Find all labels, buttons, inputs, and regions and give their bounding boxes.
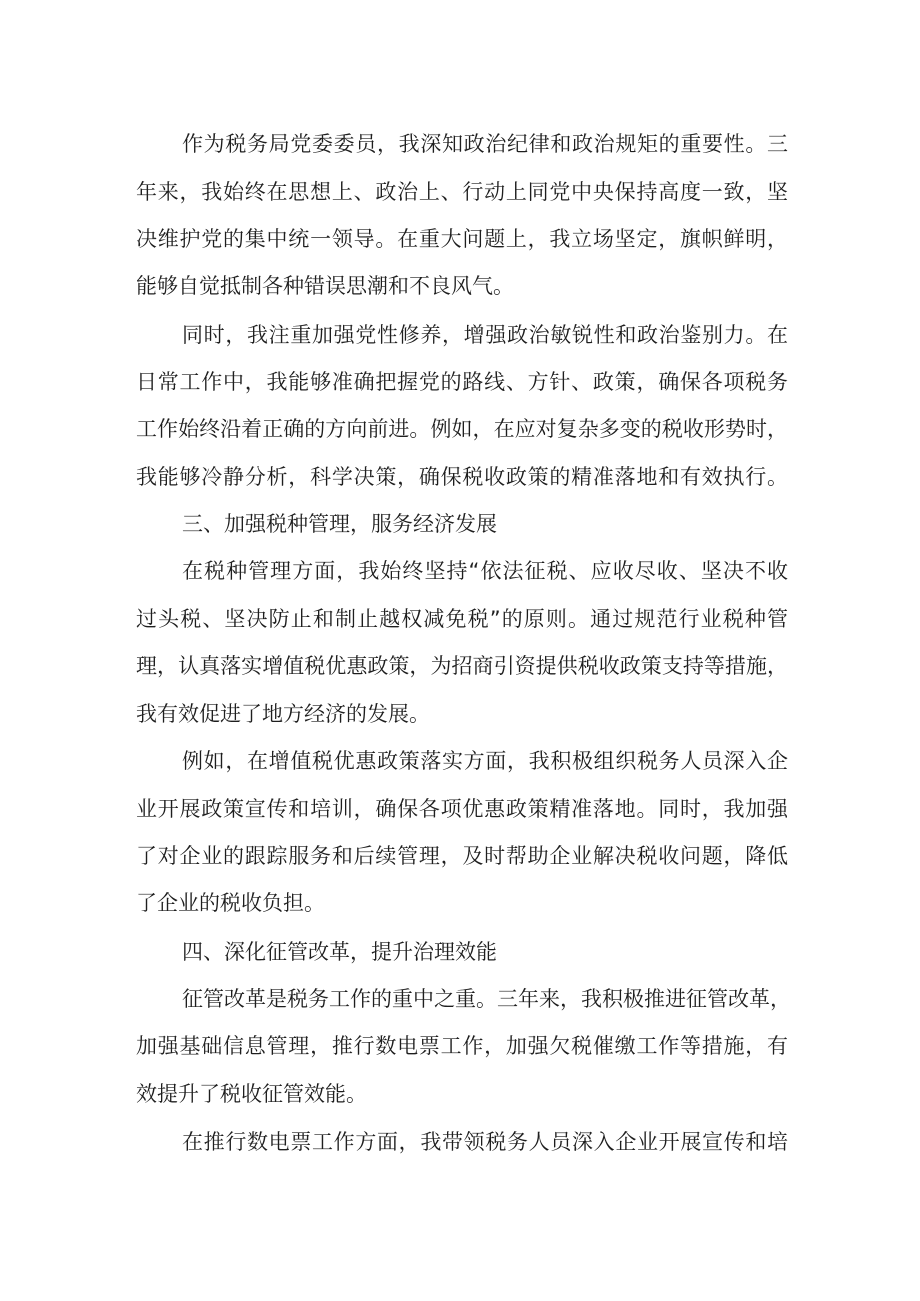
paragraph-line: 我能够冷静分析，科学决策，确保税收政策的精准落地和有效执行。 [136,465,788,489]
paragraph-line: 了企业的税收负担。 [136,891,325,915]
paragraph-line: 决维护党的集中统一领导。在重大问题上，我立场坚定，旗帜鲜明， [136,227,788,251]
paragraph-line: 理，认真落实增值税优惠政策，为招商引资提供税收政策支持等措施， [136,654,788,678]
paragraph-line: 年来，我始终在思想上、政治上、行动上同党中央保持高度一致，坚 [136,180,788,204]
paragraph-line: 在税种管理方面，我始终坚持“依法征税、应收尽收、坚决不收 [182,559,788,583]
paragraph-line: 过头税、坚决防止和制止越权减免税”的原则。通过规范行业税种管 [136,607,788,631]
paragraph-line: 同时，我注重加强党性修养，增强政治敏锐性和政治鉴别力。在 [182,323,788,347]
paragraph-line: 在推行数电票工作方面，我带领税务人员深入企业开展宣传和培 [182,1130,788,1154]
paragraph-line: 能够自觉抵制各种错误思潮和不良风气。 [136,274,514,298]
paragraph-line: 我有效促进了地方经济的发展。 [136,702,430,726]
paragraph-line: 了对企业的跟踪服务和后续管理，及时帮助企业解决税收问题，降低 [136,844,788,868]
paragraph-line: 效提升了税收征管效能。 [136,1082,367,1106]
paragraph-line: 作为税务局党委委员，我深知政治纪律和政治规矩的重要性。三 [182,132,788,156]
paragraph-line: 业开展政策宣传和培训，确保各项优惠政策精准落地。同时，我加强 [136,797,788,821]
section-heading: 三、加强税种管理，服务经济发展 [182,512,497,536]
section-heading: 四、深化征管改革，提升治理效能 [182,940,497,964]
paragraph-line: 征管改革是税务工作的重中之重。三年来，我积极推进征管改革， [182,987,791,1011]
paragraph-line: 例如，在增值税优惠政策落实方面，我积极组织税务人员深入企 [182,749,788,773]
paragraph-line: 工作始终沿着正确的方向前进。例如，在应对复杂多变的税收形势时， [136,417,788,441]
paragraph-line: 加强基础信息管理，推行数电票工作，加强欠税催缴工作等措施，有 [136,1034,788,1058]
paragraph-line: 日常工作中，我能够准确把握党的路线、方针、政策，确保各项税务 [136,370,788,394]
